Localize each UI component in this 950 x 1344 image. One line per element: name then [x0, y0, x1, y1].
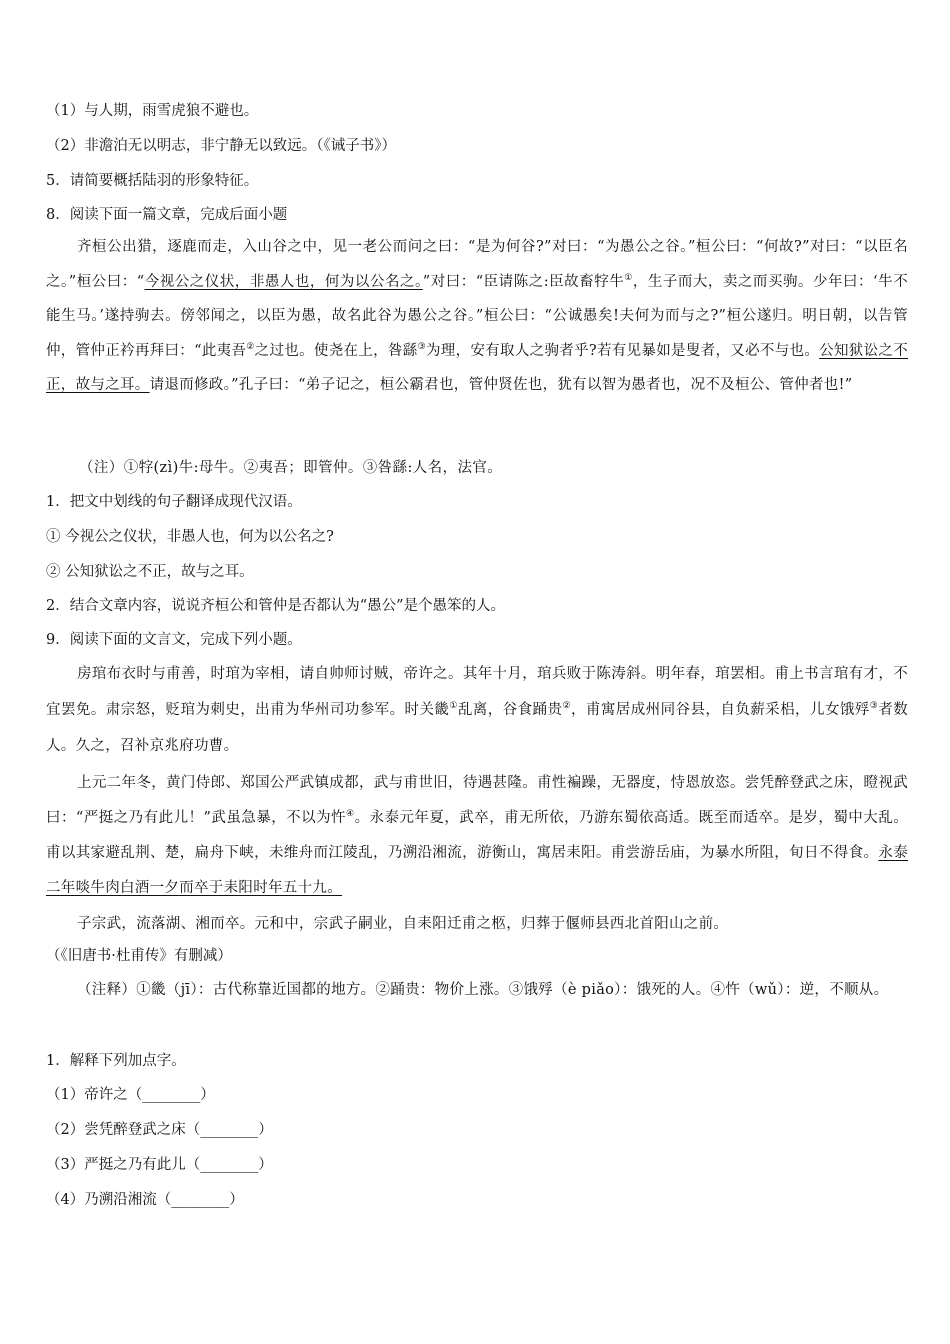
passage-text: 乱离，谷食踊贵 [457, 702, 563, 718]
section-9-paragraph-3: 子宗武，流落湖、湘而卒。元和中，宗武子嗣业，自耒阳迁甫之柩，归葬于偃师县西北首阳山之前。 [77, 916, 729, 932]
passage-text: 房琯布衣时与甫善，时琯为宰相，请自帅师讨贼，帝许之。其年十月，琯兵败于陈涛斜。明年春，琯罢相。甫上书言琯有才，不宜罢免。肃宗怒，贬琯为刺史，出甫为华州司功参军。时关畿 [46, 666, 908, 718]
note-marker-3: ③ [417, 341, 426, 352]
section-8-note: （注）①牸(zì)牛:母牛。②夷吾；即管仲。③咎繇:人名，法官。 [79, 460, 503, 476]
note-marker-2: ② [562, 701, 571, 711]
fill-blank-item-4[interactable]: （4）乃溯沿湘流（________） [46, 1192, 244, 1208]
sentence-2: （2）非澹泊无以明志，非宁静无以致远。（《诫子书》） [46, 138, 396, 154]
note-marker-4: ④ [346, 809, 355, 819]
note-marker-3: ③ [869, 701, 879, 711]
note-marker-2: ② [246, 341, 255, 352]
annotation: （注释）①畿（jī）：古代称靠近国都的地方。②踊贵：物价上涨。③饿殍（è piǎo）：饿死的人。④忤（wǔ）：逆，不顺从。 [77, 982, 889, 998]
underlined-sentence-2: 公知狱讼之不正，故与之耳。 [46, 342, 908, 394]
passage-text: 上元二年冬，黄门侍郎、郑国公严武镇成都，武与甫世旧，待遇甚隆。甫性褊躁，无器度，恃恩放恣。尝凭醉登武之床，瞪视武曰：“严挺之乃有此儿！”武虽急暴，不以为忤 [46, 775, 908, 826]
passage-text: ，生子而大，卖之而买驹。少年曰：‘牛不能生马。’遂持驹去。傍邻闻之，以臣为愚，故名此谷为愚公之谷。”桓公曰：“公诚愚矣!夫何为而与之?”桓公遂归。明日朝，以告管仲，管仲正衿再拜曰：“此夷吾 [46, 273, 909, 359]
section-8-question-2: 2．结合文章内容，说说齐桓公和管仲是否都认为“愚公”是个愚笨的人。 [46, 598, 506, 614]
fill-blank-item-3[interactable]: （3）严挺之乃有此儿（________） [46, 1157, 273, 1173]
fill-blank-item-1[interactable]: （1）帝许之（________） [46, 1087, 215, 1103]
passage-text: ”对曰：“臣请陈之:臣故畜牸牛 [422, 273, 625, 290]
passage-text: 请退而修政。”孔子曰：“弟子记之，桓公霸君也，管仲贤佐也，犹有以智为愚者也，况不及桓公、管仲者也!” [149, 377, 853, 394]
translation-item-2: ② 公知狱讼之不正，故与之耳。 [46, 564, 254, 580]
question-5: 5．请简要概括陆羽的形象特征。 [46, 173, 259, 189]
passage-text: ，甫寓居成州同谷县，自负薪采梠，儿女饿殍 [570, 702, 870, 718]
underlined-sentence-1: 今视公之仪状，非愚人也，何为以公名之。 [144, 273, 423, 290]
note-marker-1: ① [624, 272, 633, 283]
passage-text: 之过也。使尧在上，咎繇 [254, 342, 418, 359]
source-citation: （《旧唐书·杜甫传》有删减） [46, 948, 232, 964]
sentence-1: （1）与人期，雨雪虎狼不避也。 [46, 103, 259, 119]
section-8-passage [46, 230, 908, 403]
section-9-paragraph-2 [46, 766, 908, 906]
fill-blank-item-2[interactable]: （2）尝凭醉登武之床（________） [46, 1122, 273, 1138]
translation-item-1: ① 今视公之仪状，非愚人也，何为以公名之? [46, 529, 334, 545]
note-marker-1: ① [449, 701, 458, 711]
passage-text: 齐桓公出猎，逐鹿而走，入山谷之中，见一老公而问之曰：“是为何谷?”对曰：“为愚公之谷。”桓公曰：“何故?”对曰：“以臣名之。”桓公曰：“ [46, 239, 908, 290]
section-9-paragraph-1 [46, 656, 908, 764]
passage-text: 。永泰元年夏，武卒，甫无所依，乃游东蜀依高适。既至而适卒。是岁，蜀中大乱。甫以其家避乱荆、楚，扁舟下峡，未维舟而江陵乱，乃溯沿湘流，游衡山，寓居耒阳。甫尝游岳庙，为暴水所阻，旬日不得食。 [46, 810, 908, 861]
section-9-question-1: 1．解释下列加点字。 [46, 1053, 186, 1069]
passage-text: 为理，安有取人之驹者乎?若有见暴如是叟者，又必不与也。 [425, 342, 820, 359]
section-8-heading: 8．阅读下面一篇文章，完成后面小题 [46, 207, 288, 223]
section-8-question-1: 1．把文中划线的句子翻译成现代汉语。 [46, 494, 302, 510]
passage-text: 者数人。久之，召补京兆府功曹。 [46, 702, 908, 754]
underlined-sentence: 永泰二年啖牛肉白酒一夕而卒于耒阳时年五十九。 [46, 845, 908, 896]
section-9-heading: 9．阅读下面的文言文，完成下列小题。 [46, 632, 302, 648]
